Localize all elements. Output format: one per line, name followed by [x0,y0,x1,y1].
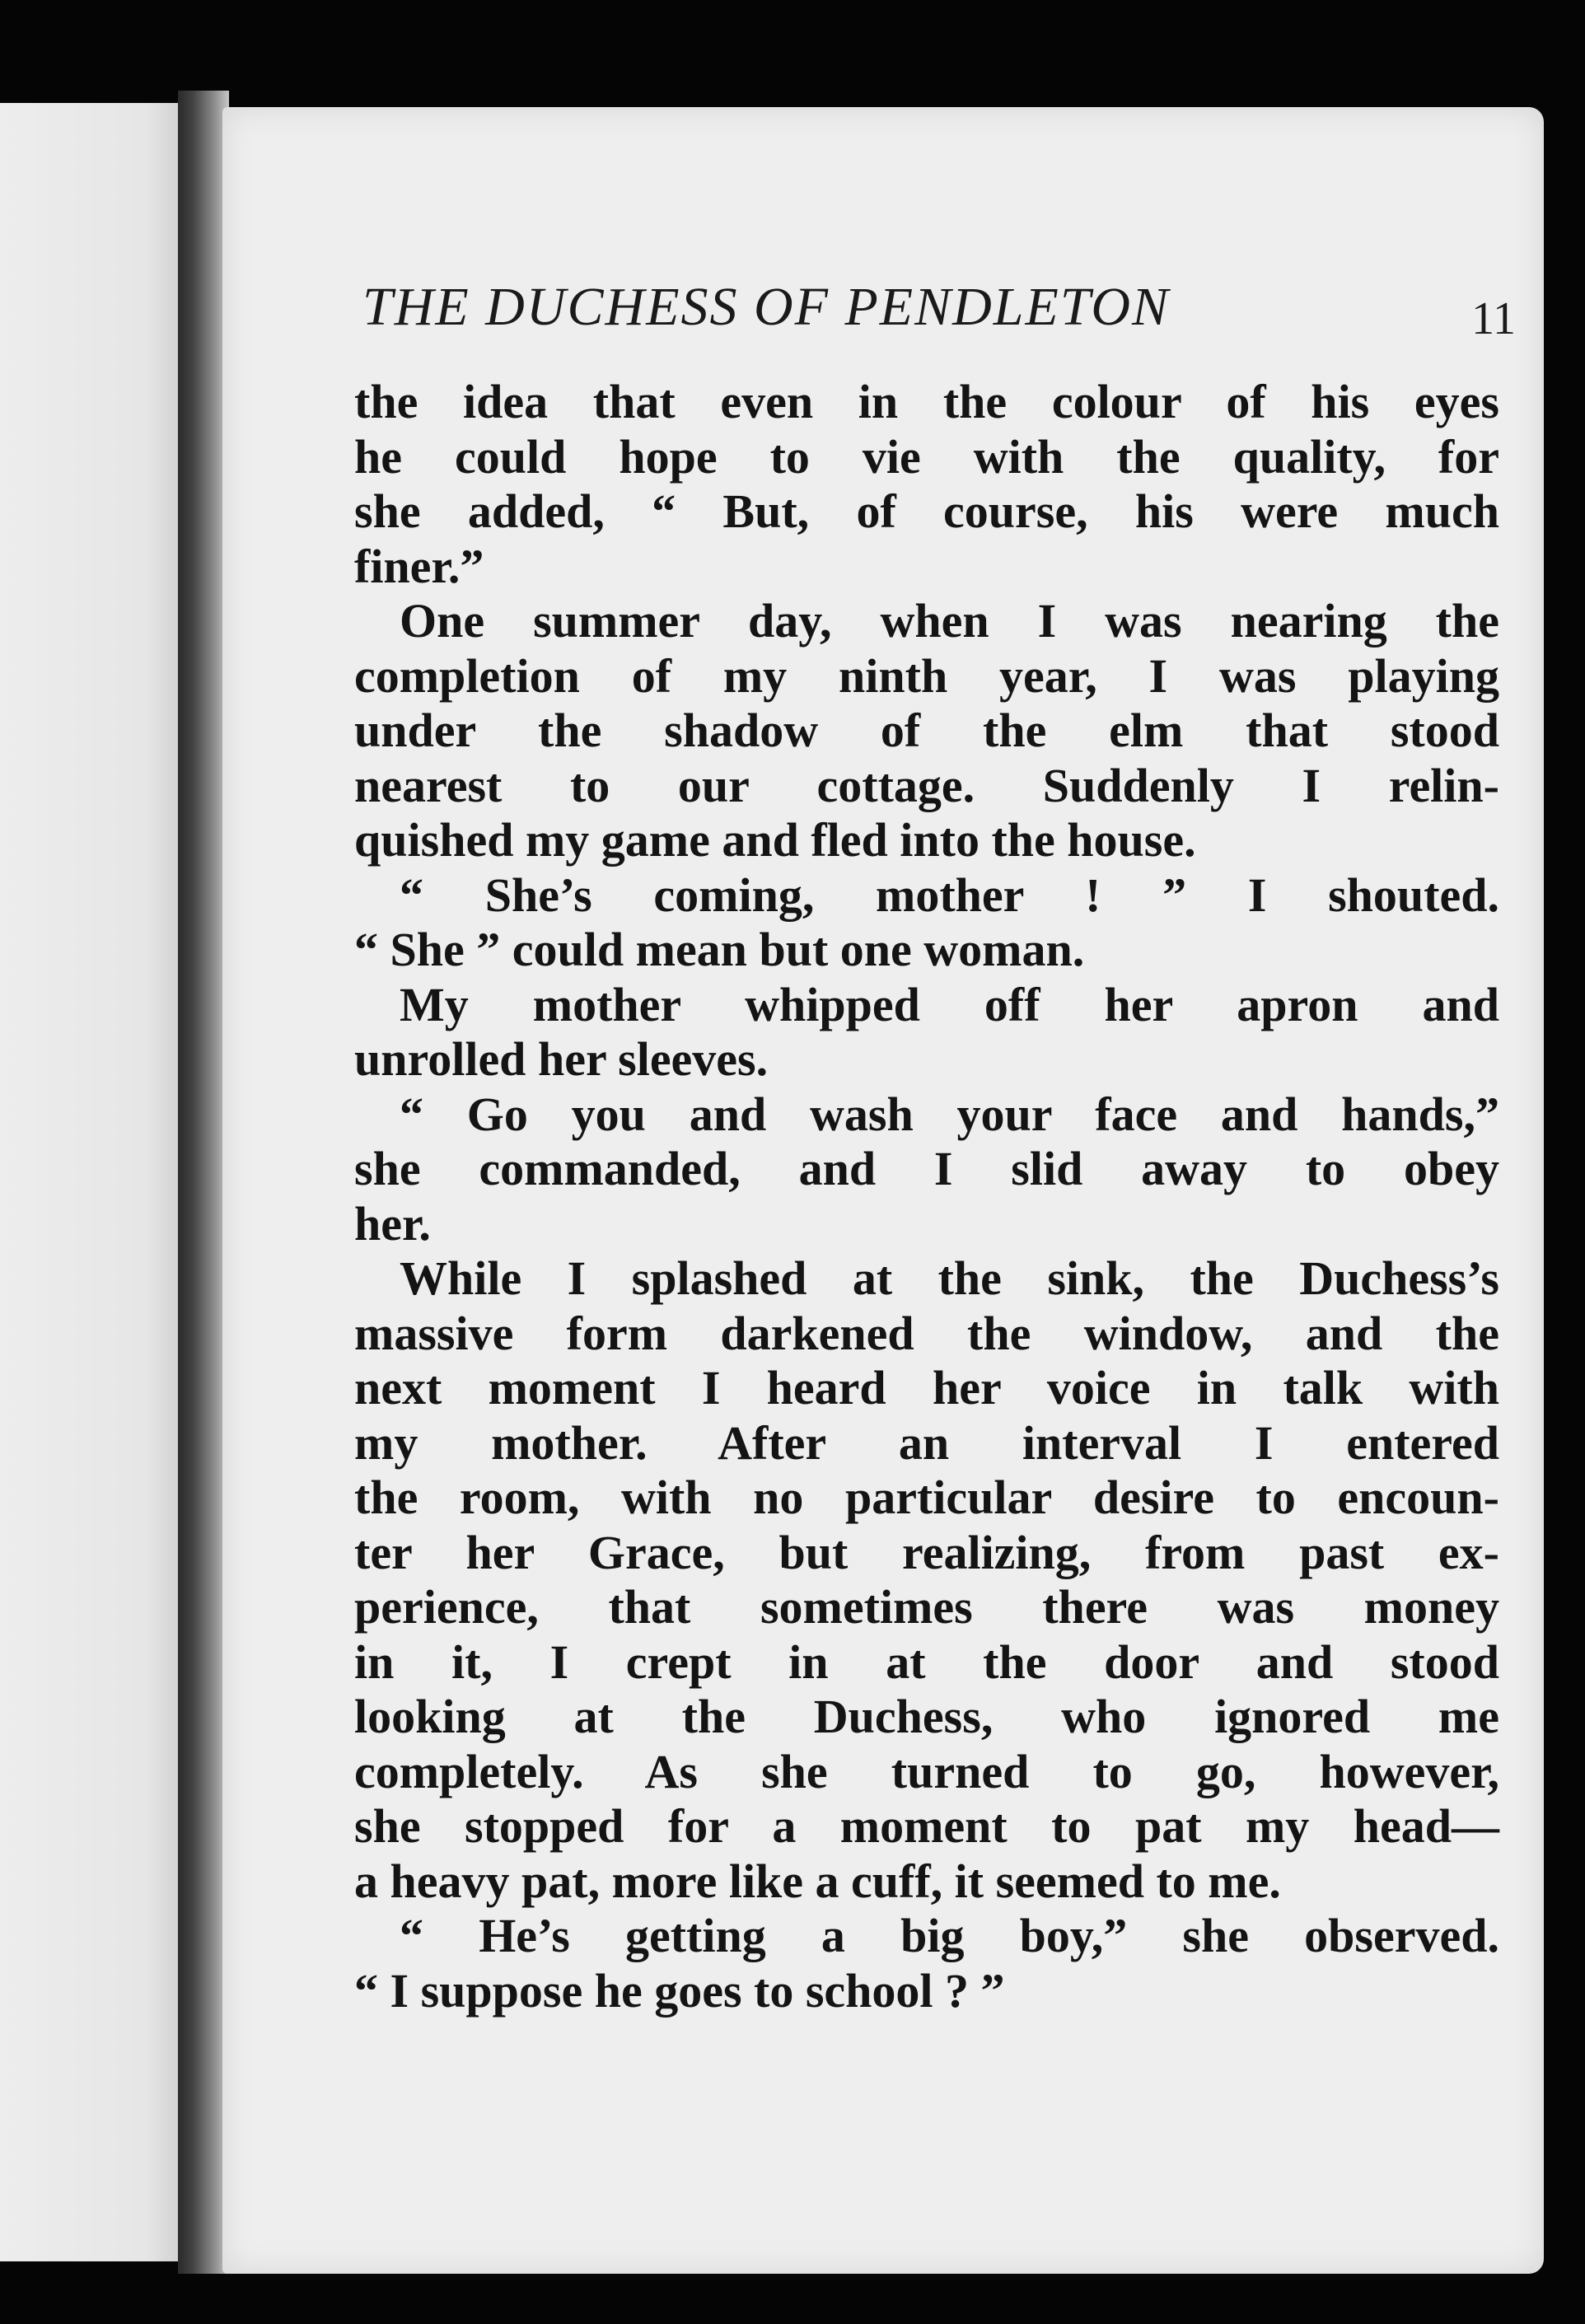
text-line: in it, I crept in at the door and stood [354,1634,1499,1689]
text-line: he could hope to vie with the quality, for [354,429,1499,484]
text-line: “ He’s getting a big boy,” she observed. [400,1909,1499,1962]
text-line: “ I suppose he goes to school ? ” [354,1963,1005,2018]
text-line: the idea that even in the colour of his eyes [354,375,1499,428]
text-line: the room, with no particular desire to encoun- [354,1471,1499,1524]
left-facing-page [0,103,183,2261]
text-line: a heavy pat, more like a cuff, it seemed to me. [354,1854,1281,1908]
text-line: “ She’s coming, mother ! ” I shouted. [400,867,1499,922]
page-header [362,276,1516,367]
text-line: While I splashed at the sink, the Duchess’s [400,1251,1499,1305]
text-line: One summer day, when I was nearing the [400,594,1499,648]
text-line: quished my game and fled into the house. [354,813,1196,867]
text-line: ter her Grace, but realizing, from past ex- [354,1525,1499,1579]
text-line: massive form darkened the window, and the [354,1306,1499,1360]
text-line: finer.” [354,539,484,593]
text-line: completion of my ninth year, I was playing [354,648,1499,703]
text-line: she added, “ But, of course, his were much [354,484,1499,538]
book-spine-gutter [178,91,229,2274]
text-line: “ Go you and wash your face and hands,” [400,1087,1499,1141]
text-line: under the shadow of the elm that stood [354,704,1499,757]
book-page [222,107,1544,2274]
text-line: my mother. After an interval I entered [354,1415,1499,1470]
running-title: THE DUCHESS OF PENDLETON [362,277,1171,337]
text-line: My mother whipped off her apron and [400,977,1499,1031]
text-line: nearest to our cottage. Suddenly I relin- [354,758,1499,812]
text-line: perience, that sometimes there was money [354,1580,1499,1634]
text-line: unrolled her sleeves. [354,1032,769,1086]
text-line: she commanded, and I slid away to obey [354,1142,1499,1195]
text-line: her. [354,1196,431,1251]
text-line: completely. As she turned to go, however, [354,1744,1499,1798]
page-number: 11 [1471,293,1516,344]
text-line: she stopped for a moment to pat my head— [354,1799,1499,1853]
text-line: “ She ” could mean but one woman. [354,923,1085,976]
text-line: looking at the Duchess, who ignored me [354,1690,1499,1743]
body-text [354,375,1499,2018]
text-line: next moment I heard her voice in talk with [354,1361,1499,1415]
